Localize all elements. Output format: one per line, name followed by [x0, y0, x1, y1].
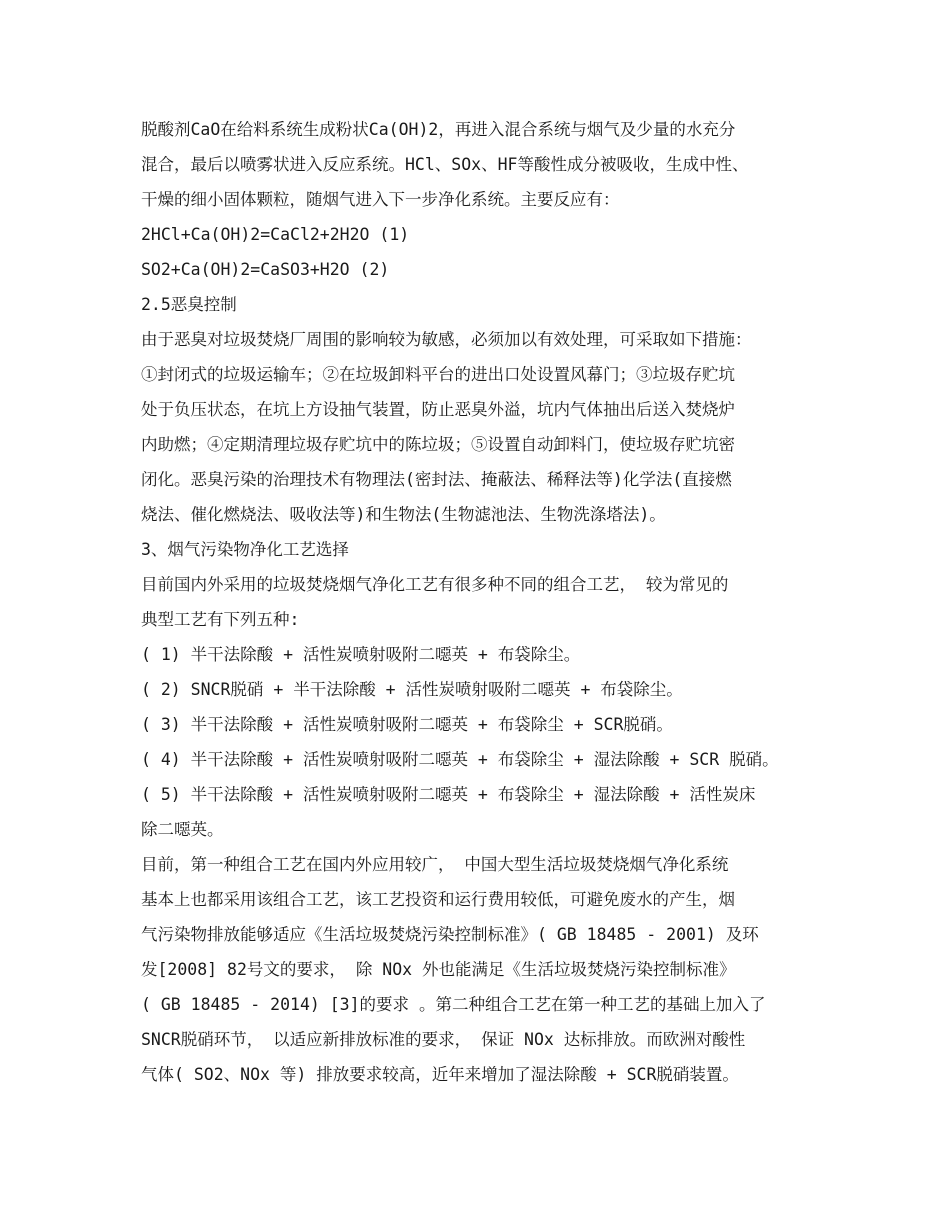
text-line: 由于恶臭对垃圾焚烧厂周围的影响较为敏感，必须加以有效处理，可采取如下措施：: [141, 330, 752, 349]
equation-line: 2HCl+Ca(OH)2=CaCl2+2H2O (1): [141, 225, 410, 244]
text-line: 典型工艺有下列五种:: [141, 610, 300, 629]
text-line: 混合，最后以喷雾状进入反应系统。HCl、SOx、HF等酸性成分被吸收，生成中性、: [141, 155, 749, 174]
equation-line: SO2+Ca(OH)2=CaSO3+H2O (2): [141, 260, 390, 279]
text-line: ( GB 18485 - 2014) [3]的要求 。第二种组合工艺在第一种工艺的基础上加入了: [141, 995, 766, 1014]
list-item: ( 5) 半干法除酸 + 活性炭喷射吸附二噁英 + 布袋除尘 + 湿法除酸 + 活性炭床: [141, 785, 756, 804]
text-line: 干燥的细小固体颗粒，随烟气进入下一步净化系统。主要反应有：: [141, 190, 620, 209]
text-line: ①封闭式的垃圾运输车；②在垃圾卸料平台的进出口处设置风幕门；③垃圾存贮坑: [141, 365, 735, 384]
text-line: 气污染物排放能够适应《生活垃圾焚烧污染控制标准》( GB 18485 - 2001) 及环: [141, 925, 759, 944]
text-line: 基本上也都采用该组合工艺，该工艺投资和运行费用较低，可避免废水的产生，烟: [141, 890, 735, 909]
text-line: SNCR脱硝环节， 以适应新排放标准的要求， 保证 NOx 达标排放。而欧洲对酸性: [141, 1030, 746, 1049]
list-item: ( 3) 半干法除酸 + 活性炭喷射吸附二噁英 + 布袋除尘 + SCR脱硝。: [141, 715, 673, 734]
text-line: 闭化。恶臭污染的治理技术有物理法(密封法、掩蔽法、稀释法等)化学法(直接燃: [141, 470, 732, 489]
list-item: ( 1) 半干法除酸 + 活性炭喷射吸附二噁英 + 布袋除尘。: [141, 645, 581, 664]
section-heading: 2.5恶臭控制: [141, 295, 237, 314]
text-line: 目前，第一种组合工艺在国内外应用较广， 中国大型生活垃圾焚烧烟气净化系统: [141, 855, 729, 874]
text-line: 目前国内外采用的垃圾焚烧烟气净化工艺有很多种不同的组合工艺， 较为常见的: [141, 575, 729, 594]
text-line: 烧法、催化燃烧法、吸收法等)和生物法(生物滤池法、生物洗涤塔法)。: [141, 505, 666, 524]
text-line: 发[2008] 82号文的要求， 除 NOx 外也能满足《生活垃圾焚烧污染控制标准》: [141, 960, 736, 979]
section-heading: 3、烟气污染物净化工艺选择: [141, 540, 349, 559]
text-line: 内助燃；④定期清理垃圾存贮坑中的陈垃圾；⑤设置自动卸料门，使垃圾存贮坑密: [141, 435, 735, 454]
list-item: ( 2) SNCR脱硝 + 半干法除酸 + 活性炭喷射吸附二噁英 + 布袋除尘。: [141, 680, 683, 699]
text-line: 处于负压状态，在坑上方设抽气装置，防止恶臭外溢，坑内气体抽出后送入焚烧炉: [141, 400, 735, 419]
text-line: 气体( SO2、NOx 等) 排放要求较高，近年来增加了湿法除酸 + SCR脱硝装置。: [141, 1065, 739, 1084]
list-item: ( 4) 半干法除酸 + 活性炭喷射吸附二噁英 + 布袋除尘 + 湿法除酸 + SCR 脱硝。: [141, 750, 779, 769]
list-item-continuation: 除二噁英。: [141, 820, 224, 839]
text-line: 脱酸剂CaO在给料系统生成粉状Ca(OH)2，再进入混合系统与烟气及少量的水充分: [141, 120, 736, 139]
